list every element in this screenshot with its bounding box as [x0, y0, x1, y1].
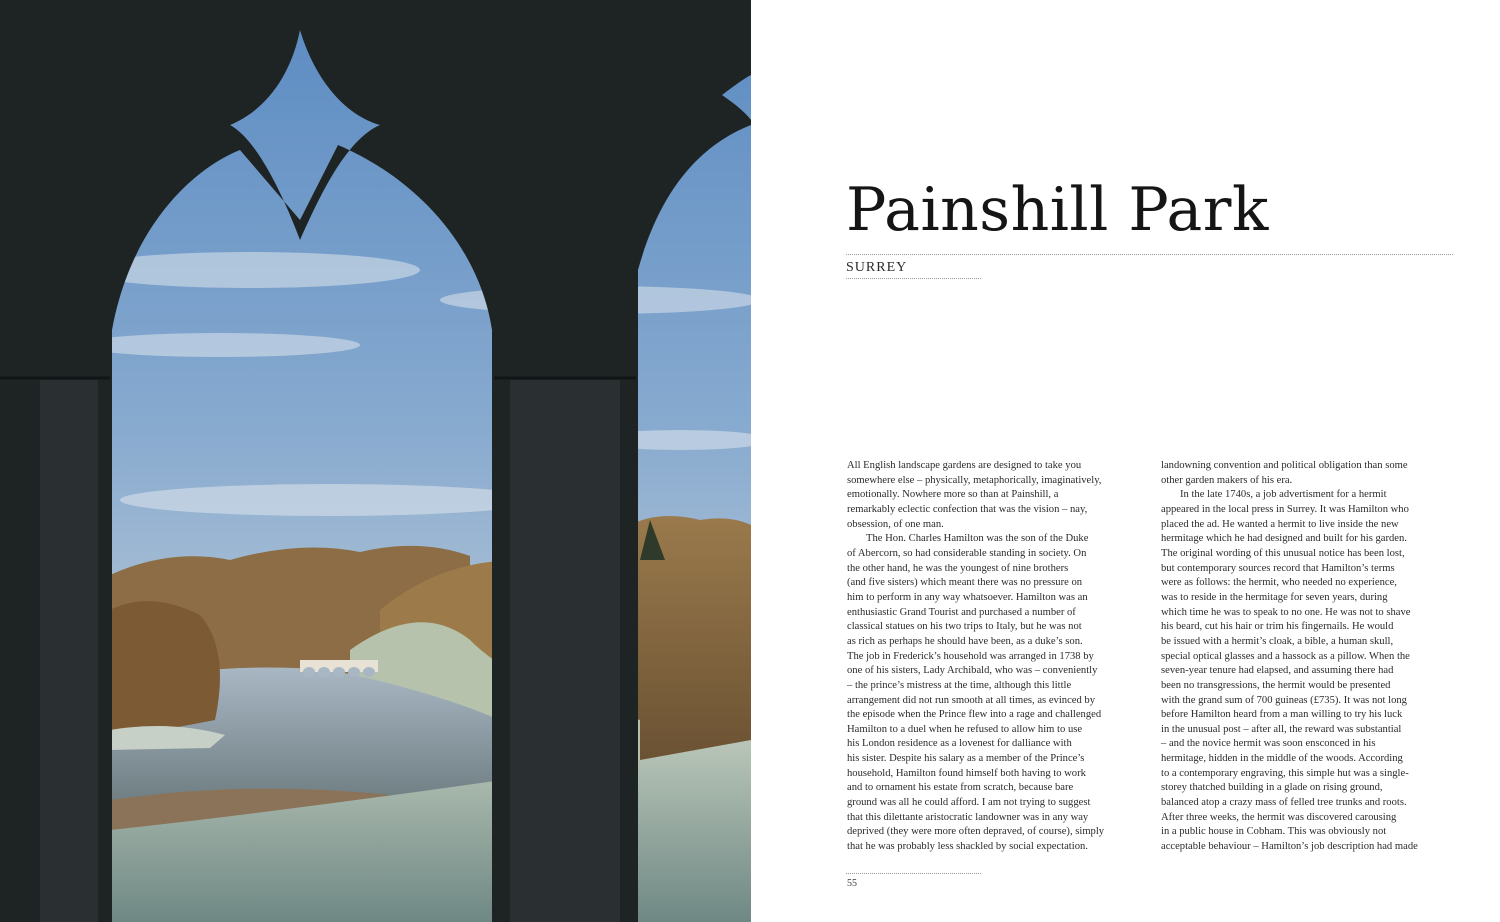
text-column-right [1161, 459, 1461, 855]
text-line: as rich as perhaps he should have been, as a duke’s son. [847, 635, 1083, 647]
subtitle-rule [846, 278, 981, 279]
text-line: enthusiastic Grand Tourist and purchased a number of [847, 606, 1076, 618]
text-line: The original wording of this unusual notice has been lost, [1161, 547, 1405, 559]
text-line: his London residence as a lovenest for dalliance with [847, 738, 1072, 750]
text-line: The job in Frederick’s household was arranged in 1738 by [847, 650, 1094, 662]
text-line: balanced atop a crazy mass of felled tree trunks and roots. [1161, 797, 1407, 809]
text-line: to a contemporary engraving, this simple hut was a single- [1161, 767, 1409, 779]
text-line: which time he was to speak to no one. He was not to shave [1161, 606, 1411, 618]
text-line: be issued with a hermit’s cloak, a bible, a human skull, [1161, 635, 1394, 647]
text-line: been no transgressions, the hermit would be presented [1161, 679, 1391, 691]
text-line: with the grand sum of 700 guineas (£735). It was not long [1161, 694, 1407, 706]
text-line: placed the ad. He wanted a hermit to live inside the new [1161, 518, 1399, 530]
text-line: hermitage, hidden in the middle of the woods. According [1161, 753, 1403, 765]
text-line: in the unusual post – after all, the reward was substantial [1161, 723, 1402, 735]
text-line: that he was probably less shackled by social expectation. [847, 841, 1088, 853]
island-trees [110, 601, 220, 740]
text-line: appeared in the local press in Surrey. It was Hamilton who [1161, 503, 1409, 515]
text-line: household, Hamilton found himself both having to work [847, 767, 1086, 779]
text-line: In the late 1740s, a job advertisment for a hermit [1180, 489, 1387, 501]
text-line: but contemporary sources record that Hamilton’s terms [1161, 562, 1395, 574]
text-line: his beard, cut his hair or trim his fingernails. He would [1161, 621, 1394, 633]
text-line: in a public house in Cobham. This was obviously not [1161, 826, 1387, 838]
text-line: one of his sisters, Lady Archibald, who was – conveniently [847, 665, 1098, 677]
text-line: – the prince’s mistress at the time, although this little [847, 679, 1072, 691]
text-line: the episode when the Prince flew into a rage and challenged [847, 709, 1102, 721]
text-line: him to perform in any way whatsoever. Hamilton was an [847, 591, 1088, 603]
text-line: of Abercorn, so had considerable standing in society. On [847, 547, 1087, 559]
text-line: obsession, of one man. [847, 518, 944, 530]
text-line: The Hon. Charles Hamilton was the son of the Duke [866, 533, 1089, 545]
text-line: storey thatched building in a glade on rising ground, [1161, 782, 1383, 794]
text-line: and to ornament his estate from scratch, because bare [847, 782, 1074, 794]
folio-rule [846, 873, 981, 874]
text-line: was to reside in the hermitage for seven years, during [1161, 591, 1388, 603]
text-line: other garden makers of his era. [1161, 474, 1293, 486]
text-line: seven-year tenure had elapsed, and assuming there had [1161, 665, 1394, 677]
five-arch-bridge [300, 660, 378, 677]
text-line: arrangement did not run smooth at all times, as evinced by [847, 694, 1096, 706]
text-line: hermitage which he had designed and built for his garden. [1161, 533, 1407, 545]
text-line: – and the novice hermit was soon ensconced in his [1161, 738, 1376, 750]
text-line: Hamilton to a duel when he refused to allow him to use [847, 723, 1083, 735]
text-line: emotionally. Nowhere more so than at Painshill, a [847, 489, 1059, 501]
text-line: classical statues on his two trips to Italy, but he was not [847, 621, 1082, 633]
text-line: the other hand, he was the youngest of nine brothers [847, 562, 1069, 574]
page-title: Painshill Park [846, 175, 1269, 245]
paragraph [847, 459, 1147, 532]
text-line: landowning convention and political obligation than some [1161, 460, 1408, 471]
text-column-left [847, 459, 1147, 855]
text-line: ground was all he could afford. I am not trying to suggest [847, 797, 1091, 809]
paragraph [847, 532, 1147, 854]
text-line: his sister. Despite his salary as a member of the Prince’s [847, 753, 1085, 765]
text-line: that this dilettante aristocratic landowner was in any way [847, 811, 1089, 823]
text-line: before Hamilton heard from a man willing to try his luck [1161, 709, 1403, 721]
text-line: special optical glasses and a hassock as a pillow. When the [1161, 650, 1410, 662]
title-rule [846, 254, 1453, 255]
text-line: All English landscape gardens are designed to take you [847, 460, 1082, 471]
paragraph [1161, 488, 1461, 854]
text-line: After three weeks, the hermit was discovered carousing [1161, 811, 1397, 823]
text-line: (and five sisters) which meant there was no pressure on [847, 577, 1083, 589]
text-line: remarkably eclectic confection that was the vision – nay, [847, 503, 1088, 515]
text-line: deprived (they were more often depraved, of course), simply [847, 826, 1105, 838]
county-subtitle: SURREY [846, 260, 908, 275]
text-line: somewhere else – physically, metaphorically, imaginatively, [847, 474, 1102, 486]
text-line: were as follows: the hermit, who needed no experience, [1161, 577, 1397, 589]
text-line: acceptable behaviour – Hamilton’s job description had made [1161, 841, 1418, 853]
text-page [751, 0, 1500, 922]
paragraph [1161, 459, 1461, 488]
page-number: 55 [847, 878, 857, 889]
